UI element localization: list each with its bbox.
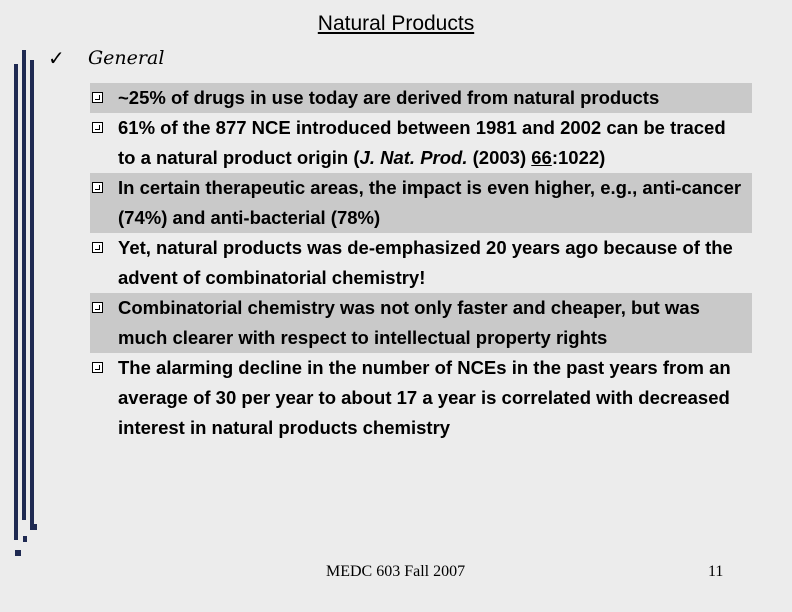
check-icon: ✓ xyxy=(48,46,65,70)
bullet-item xyxy=(90,173,752,233)
section-heading: General xyxy=(88,47,165,69)
left-square-decoration-2 xyxy=(31,524,37,530)
bullet-text: In certain therapeutic areas, the impact is even higher, e.g., anti-cancer (74%) and anti-bacterial (78%) xyxy=(118,177,742,228)
bullet-text: ~25% of drugs in use today are derived from natural products xyxy=(118,87,660,108)
left-bar-decoration-3 xyxy=(30,60,34,530)
left-bar-decoration-2 xyxy=(22,50,26,520)
footer-course: MEDC 603 Fall 2007 xyxy=(326,563,466,580)
bullet-text: Yet, natural products was de-emphasized 20 years ago because of the advent of combinatorial chemistry! xyxy=(118,237,733,288)
checkbox-bullet-icon xyxy=(92,362,103,373)
checkbox-bullet-icon xyxy=(92,92,103,103)
checkbox-bullet-icon xyxy=(92,182,103,193)
left-square-decoration-3 xyxy=(23,536,27,542)
journal-volume: 66 xyxy=(531,147,552,168)
bullet-text: (2003) xyxy=(467,147,532,168)
bullet-text: :1022) xyxy=(551,147,606,168)
bullet-item xyxy=(90,233,752,293)
bullet-item xyxy=(90,353,752,443)
bullet-text: Combinatorial chemistry was not only faster and cheaper, but was much clearer with respect to intellectual property rights xyxy=(118,297,700,348)
bullet-text: 61% of the 877 NCE introduced between 1981 and 2002 can be traced to a natural product origin ( xyxy=(118,117,726,168)
bullet-text: The alarming decline in the number of NCEs in the past years from an average of 30 per year to about 17 a year is correlated with decreased interest in natural products chemistry xyxy=(118,357,731,438)
left-square-decoration-1 xyxy=(15,550,21,556)
bullet-item xyxy=(90,113,752,173)
bullet-item xyxy=(90,293,752,353)
checkbox-bullet-icon xyxy=(92,302,103,313)
checkbox-bullet-icon xyxy=(92,122,103,133)
footer-page-number: 11 xyxy=(708,563,724,580)
bullet-list xyxy=(90,83,752,443)
slide-title: Natural Products xyxy=(317,12,475,35)
bullet-item xyxy=(90,83,752,113)
checkbox-bullet-icon xyxy=(92,242,103,253)
left-bar-decoration-1 xyxy=(14,64,18,540)
journal-name: J. Nat. Prod. xyxy=(359,147,468,168)
